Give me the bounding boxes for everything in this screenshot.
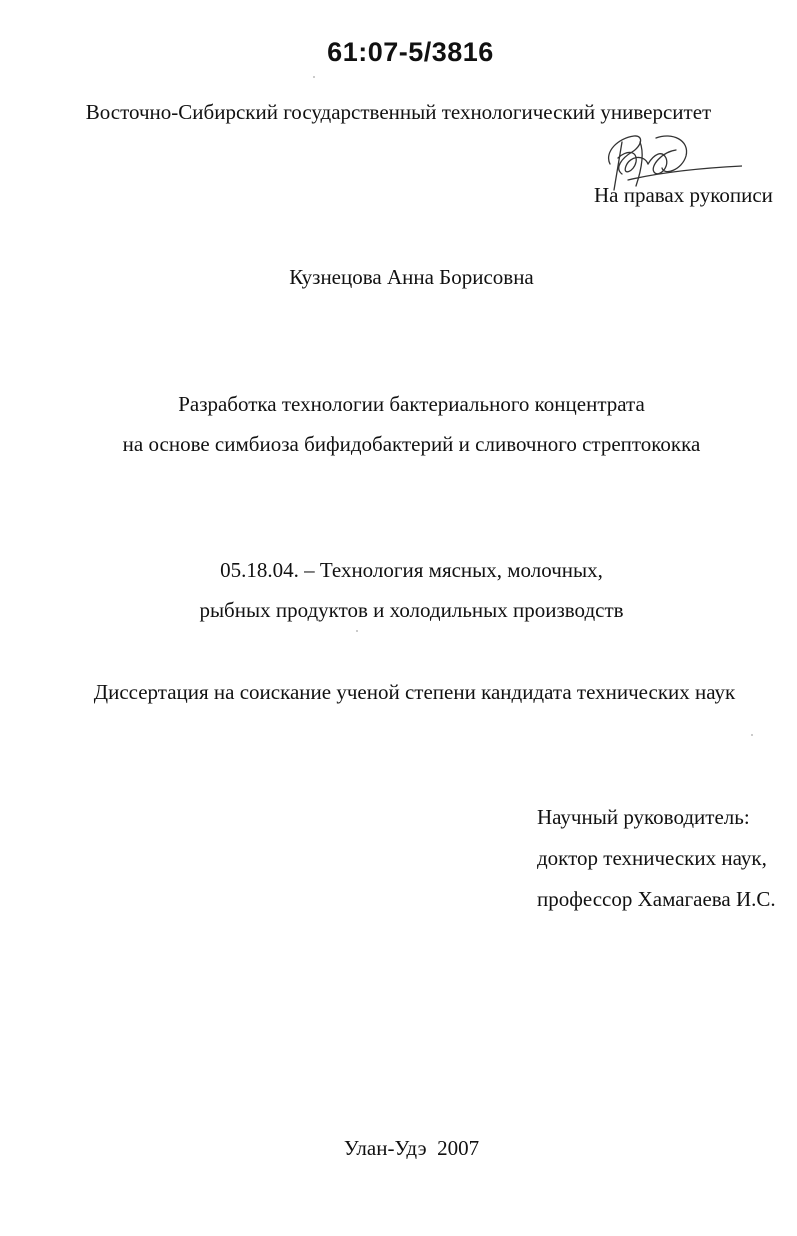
- specialty-line-2: рыбных продуктов и холодильных производств: [199, 598, 624, 622]
- library-shelfmark: 61:07-5/3816: [327, 37, 494, 67]
- scan-speck: [356, 630, 358, 632]
- advisor-degree: доктор технических наук,: [537, 846, 767, 870]
- thesis-title-line-2: на основе симбиоза бифидобактерий и сливочного стрептококка: [122, 432, 701, 456]
- rights-note: На правах рукописи: [594, 183, 773, 207]
- degree-statement: Диссертация на соискание ученой степени кандидата технических наук: [93, 680, 736, 704]
- advisor-label: Научный руководитель:: [537, 805, 750, 829]
- advisor-name: профессор Хамагаева И.С.: [537, 887, 776, 911]
- university-name: Восточно-Сибирский государственный технологический университет: [85, 100, 712, 124]
- specialty-line-1: 05.18.04. – Технология мясных, молочных,: [220, 558, 603, 582]
- scan-speck: [751, 734, 753, 736]
- scan-speck: [313, 76, 315, 78]
- thesis-title-line-1: Разработка технологии бактериального концентрата: [178, 392, 645, 416]
- place-and-year: Улан-Удэ 2007: [343, 1136, 480, 1160]
- author-name: Кузнецова Анна Борисовна: [289, 265, 534, 289]
